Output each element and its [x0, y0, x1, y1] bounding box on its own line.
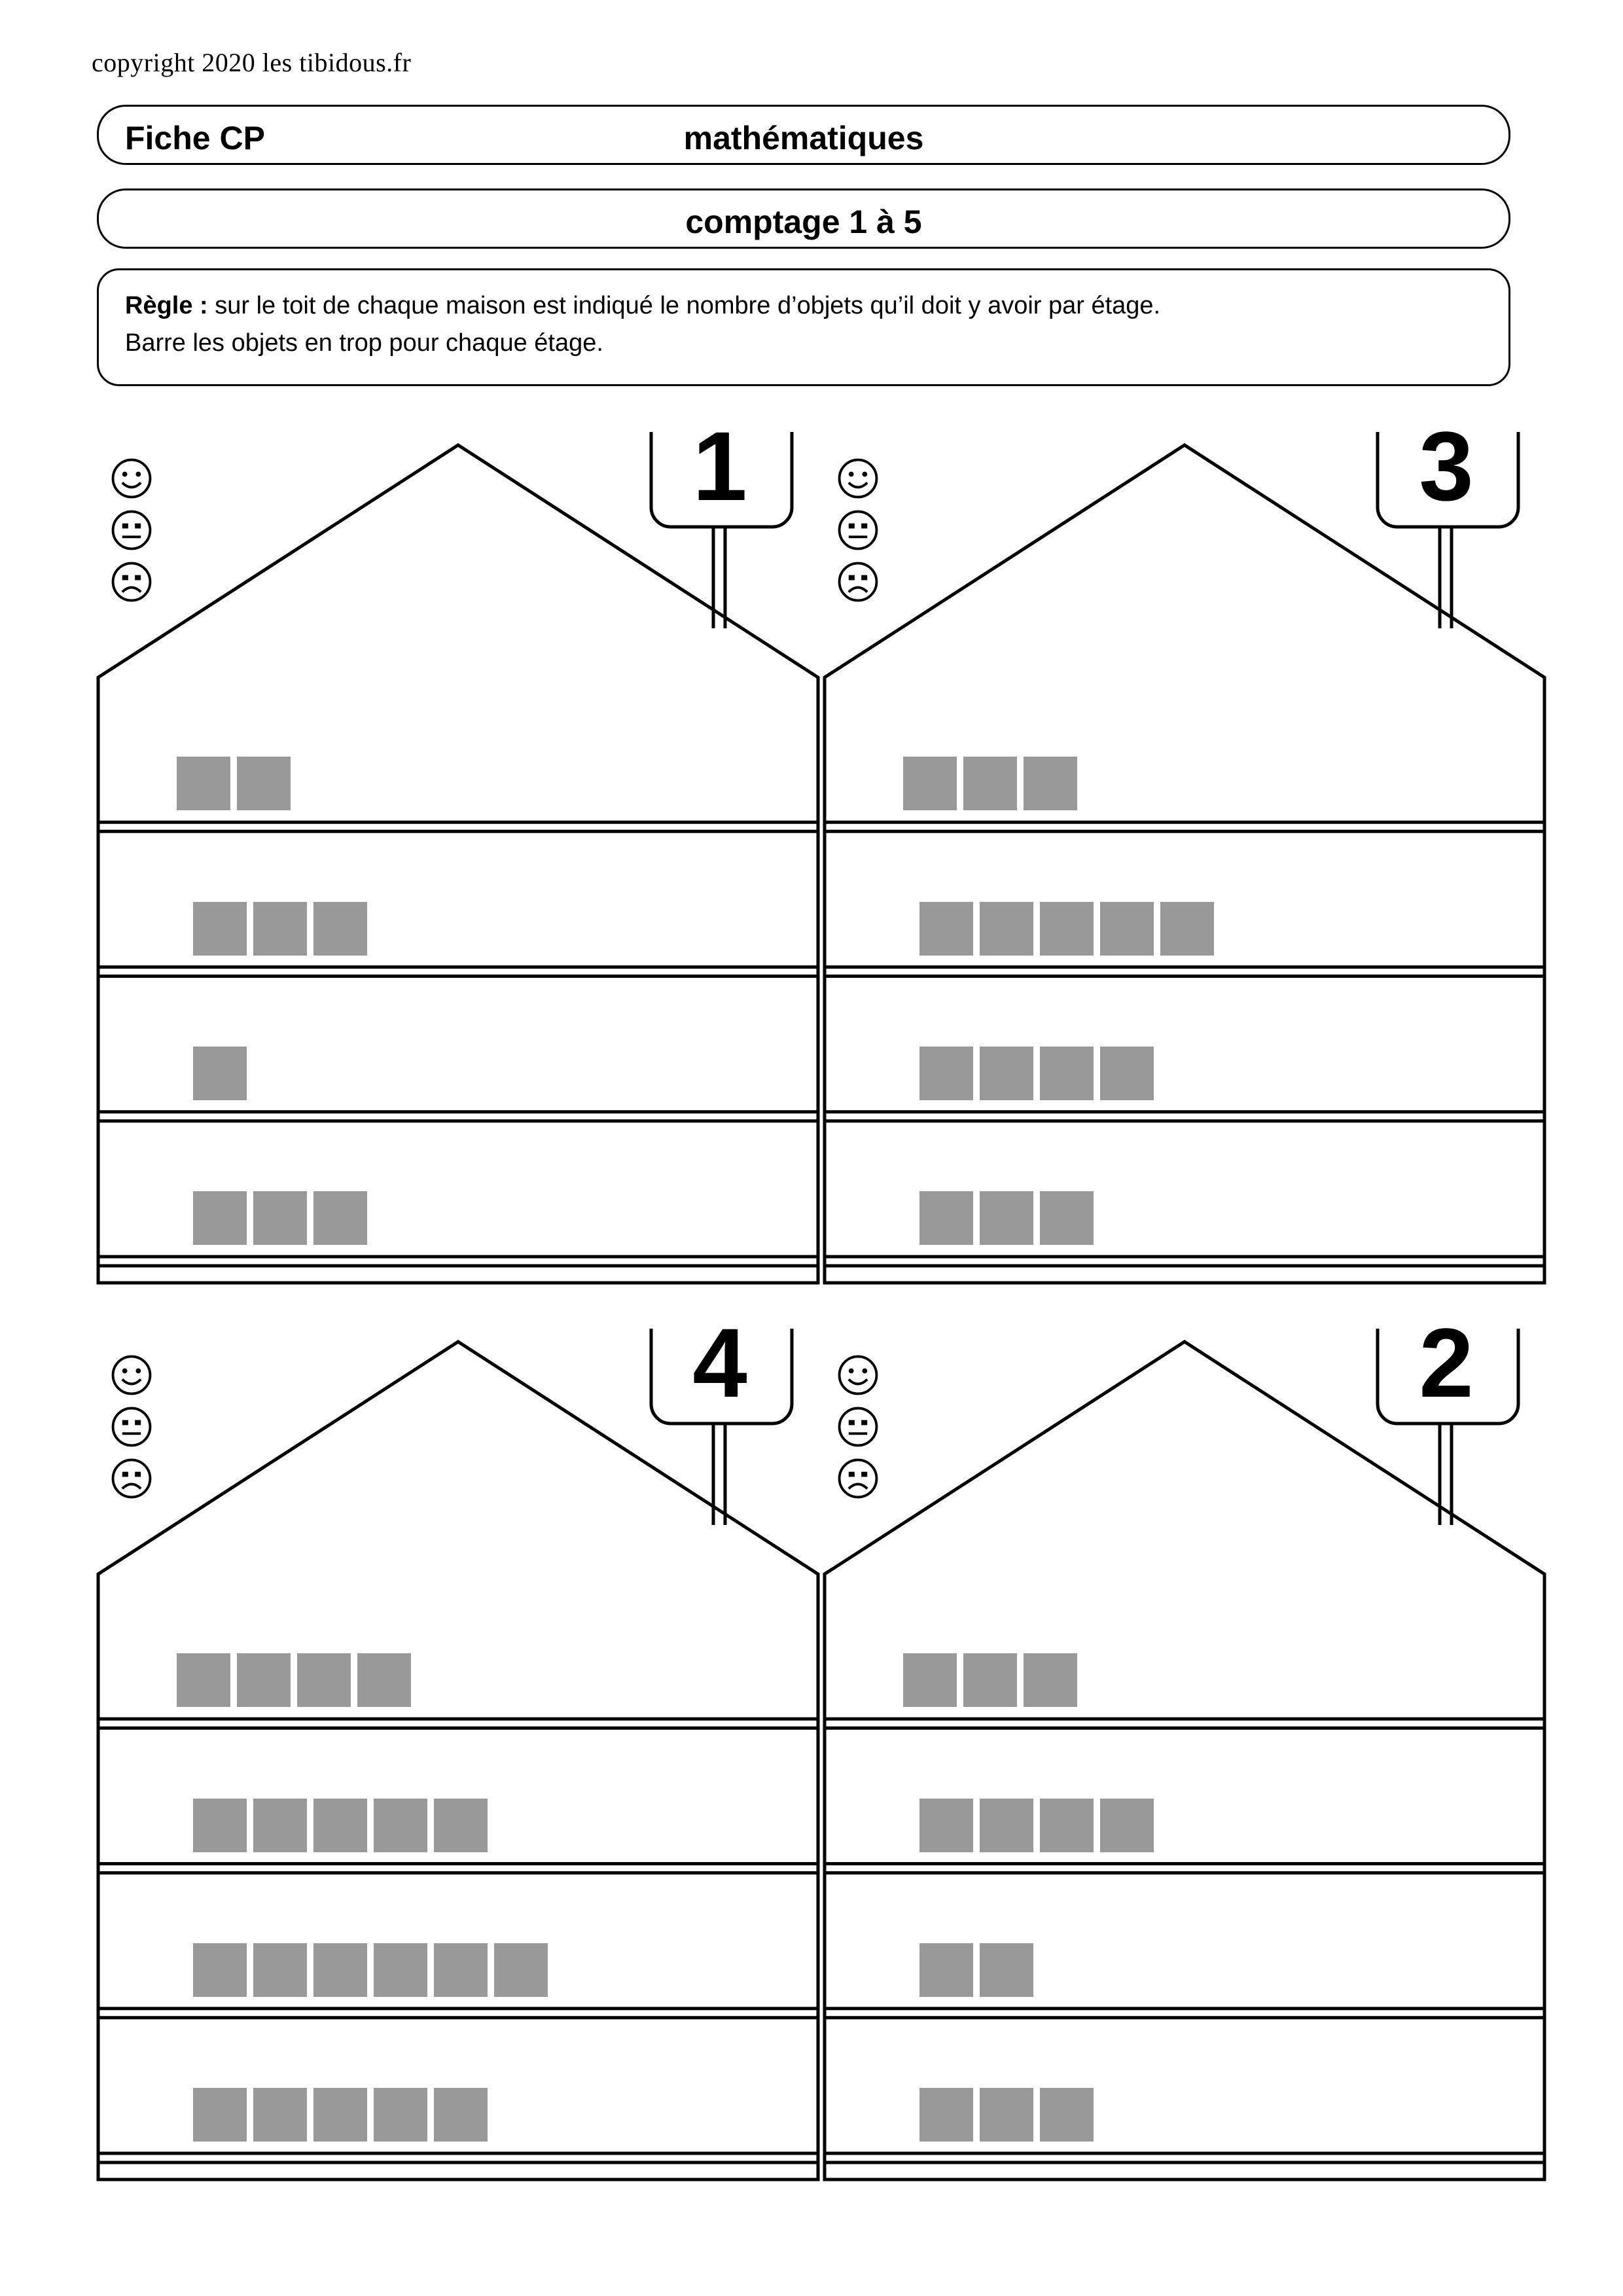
fiche-label: Fiche CP	[125, 120, 265, 156]
topic-label: comptage 1 à 5	[685, 204, 922, 240]
roof-sign-number: 4	[692, 1308, 747, 1418]
smiley-column	[838, 458, 897, 613]
smiley-sad-icon[interactable]	[111, 1458, 170, 1502]
smiley-neutral-icon[interactable]	[111, 1407, 170, 1450]
rule-label: Règle :	[125, 292, 208, 319]
smiley-sad-icon[interactable]	[838, 1458, 897, 1502]
subject-label: mathématiques	[683, 120, 924, 156]
smiley-neutral-icon[interactable]	[838, 510, 897, 554]
smiley-happy-icon[interactable]	[838, 458, 897, 502]
rule-line-1: sur le toit de chaque maison est indiqué le nombre d’objets qu’il doit y avoir par étage.	[207, 292, 1161, 319]
smiley-happy-icon[interactable]	[111, 1355, 170, 1399]
smiley-column	[838, 1355, 897, 1510]
house-card	[92, 1308, 825, 2193]
house-icon	[818, 1329, 1551, 2193]
roof-sign-number: 3	[1419, 411, 1474, 521]
smiley-sad-icon[interactable]	[838, 562, 897, 605]
smiley-neutral-icon[interactable]	[111, 510, 170, 554]
smiley-neutral-icon[interactable]	[838, 1407, 897, 1450]
roof-sign-number: 2	[1419, 1308, 1474, 1418]
house-card	[92, 411, 825, 1296]
smiley-column	[111, 458, 170, 613]
smiley-column	[111, 1355, 170, 1510]
title-bar	[97, 105, 1510, 165]
house-icon	[92, 1329, 825, 2193]
topic-bar	[97, 188, 1510, 249]
house-icon	[92, 432, 825, 1296]
smiley-happy-icon[interactable]	[111, 458, 170, 502]
house-card	[818, 411, 1551, 1296]
rule-box	[97, 268, 1510, 386]
roof-sign-number: 1	[692, 411, 747, 521]
rule-line-2: Barre les objets en trop pour chaque étage.	[125, 329, 603, 357]
house-icon	[818, 432, 1551, 1296]
house-card	[818, 1308, 1551, 2193]
copyright-text: copyright 2020 les tibidous.fr	[92, 48, 412, 77]
smiley-sad-icon[interactable]	[111, 562, 170, 605]
smiley-happy-icon[interactable]	[838, 1355, 897, 1399]
rule-text	[125, 287, 1489, 362]
